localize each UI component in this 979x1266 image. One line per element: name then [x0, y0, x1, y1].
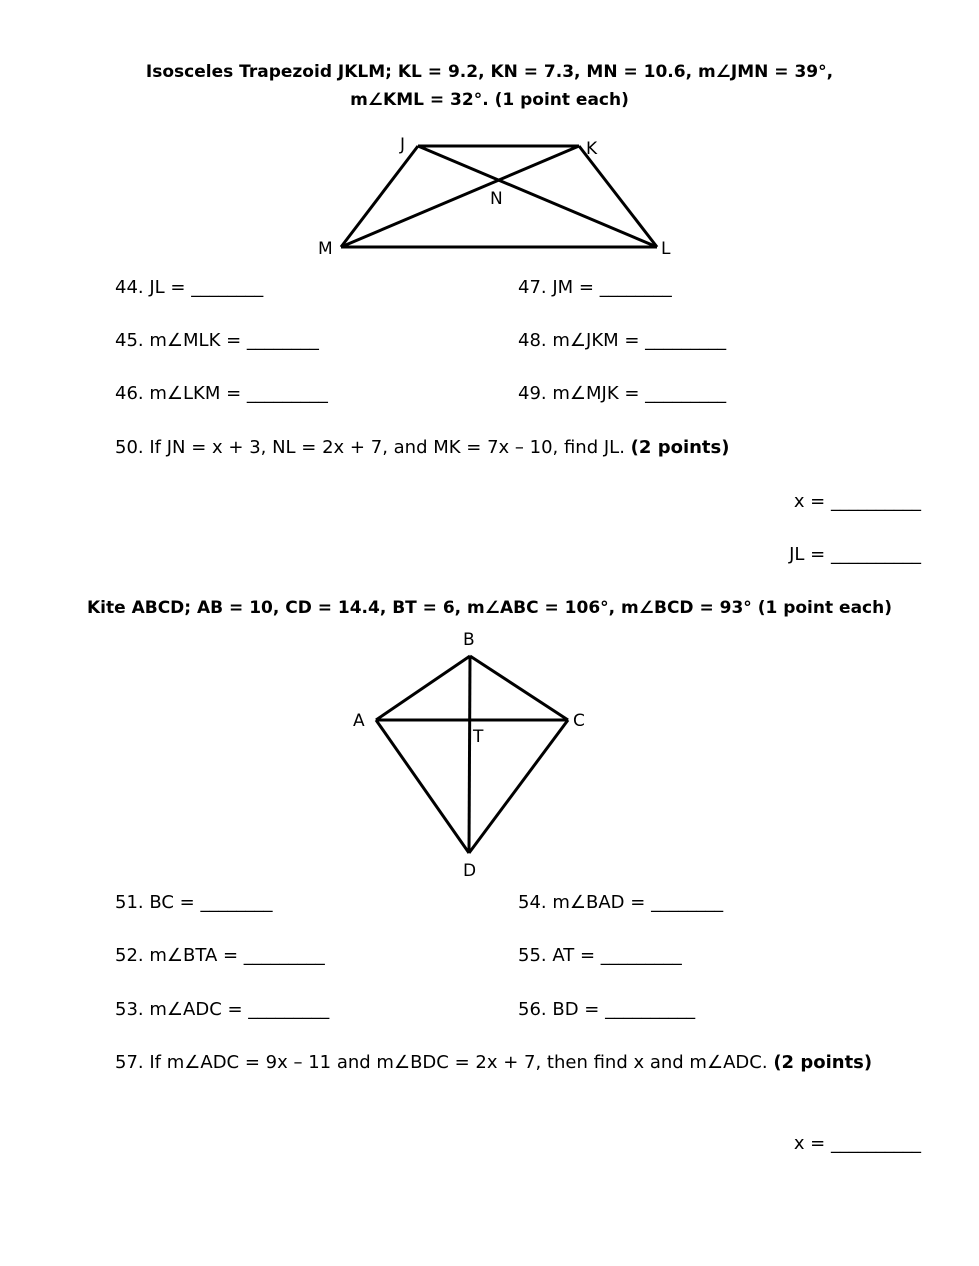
vertex-label-t: T: [473, 727, 484, 747]
question-51: 51. BC = ________: [115, 892, 273, 913]
vertex-label-k: K: [586, 139, 598, 159]
question-50-text: 50. If JN = x + 3, NL = 2x + 7, and MK = 7x – 10, find JL.: [115, 437, 625, 458]
diagonal-bd: [469, 656, 470, 853]
vertex-label-m: M: [318, 239, 333, 259]
trapezoid-header-line2: m∠KML = 32°. (1 point each): [350, 90, 629, 110]
question-57-points: (2 points): [773, 1052, 873, 1073]
question-46: 46. m∠LKM = _________: [115, 383, 328, 404]
question-56: 56. BD = __________: [518, 999, 696, 1020]
segment-ab: [376, 656, 470, 720]
question-49: 49. m∠MJK = _________: [518, 383, 727, 404]
kite-diagram: [340, 625, 600, 885]
question-48: 48. m∠JKM = _________: [518, 330, 727, 351]
vertex-label-a: A: [353, 711, 365, 731]
answer-x-q57: x = __________: [793, 1133, 921, 1154]
question-50: [115, 437, 729, 458]
answer-jl-q50: JL = __________: [789, 544, 921, 565]
vertex-label-j: J: [400, 135, 406, 155]
vertex-label-b: B: [463, 630, 475, 650]
question-50-points: (2 points): [630, 437, 730, 458]
vertex-label-d: D: [463, 861, 477, 881]
question-47: 47. JM = ________: [518, 277, 672, 298]
answer-x-q50: x = __________: [793, 491, 921, 512]
segment-cd: [469, 720, 568, 853]
question-45: 45. m∠MLK = ________: [115, 330, 319, 351]
question-52: 52. m∠BTA = _________: [115, 945, 325, 966]
question-57-text: 57. If m∠ADC = 9x – 11 and m∠BDC = 2x + 7, then find x and m∠ADC.: [115, 1052, 768, 1073]
vertex-label-n: N: [490, 189, 503, 209]
question-54: 54. m∠BAD = ________: [518, 892, 724, 913]
diagonal-jl: [418, 146, 657, 247]
question-53: 53. m∠ADC = _________: [115, 999, 330, 1020]
trapezoid-header-line1: Isosceles Trapezoid JKLM; KL = 9.2, KN = 7.3, MN = 10.6, m∠JMN = 39°,: [145, 62, 834, 82]
question-57: [115, 1052, 872, 1073]
vertex-label-c: C: [573, 711, 585, 731]
segment-bc: [470, 656, 568, 720]
vertex-label-l: L: [661, 239, 671, 259]
question-55: 55. AT = _________: [518, 945, 682, 966]
segment-da: [376, 720, 469, 853]
trapezoid-diagram: [300, 130, 700, 265]
kite-header: Kite ABCD; AB = 10, CD = 14.4, BT = 6, m∠ABC = 106°, m∠BCD = 93° (1 point each): [87, 598, 892, 618]
question-44: 44. JL = ________: [115, 277, 264, 298]
diagonal-mk: [341, 146, 579, 247]
